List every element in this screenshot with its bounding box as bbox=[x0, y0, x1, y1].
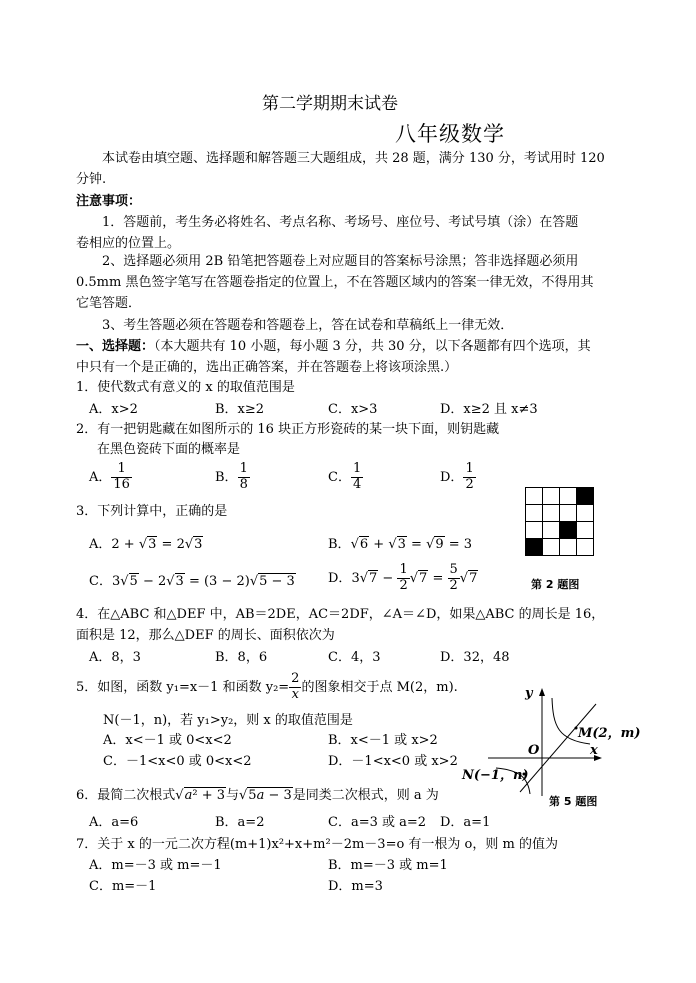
fraction: $\frac{1}{8}$ bbox=[239, 461, 248, 492]
note-2-line-3: 它笔答题． bbox=[76, 296, 142, 311]
note-2-line-2: 0.5mm 黑色签字笔写在答题卷指定的位置上，不在答题区域内的答案一律无效，不得用其 bbox=[76, 275, 594, 290]
black-tile bbox=[577, 488, 594, 505]
fraction: $\frac{1}{16}$ bbox=[113, 461, 130, 492]
tile bbox=[560, 505, 577, 522]
section1-desc-1: （本大题共有 10 小题，每小题 3 分，共 30 分，以下各题都有四个选项，其 bbox=[154, 339, 591, 354]
note-1-line-1: 1．答题前，考生务必将姓名、考点名称、考场号、座位号、考试号填（涂）在答题 bbox=[102, 215, 579, 230]
q2-option-a: A． $\frac{1}{16}$ bbox=[89, 461, 130, 492]
tile bbox=[543, 488, 560, 505]
graph-y-label: y bbox=[525, 686, 533, 701]
q3-option-c: C．3√5 − 2√3 = (3 − 2)√5 − 3 bbox=[89, 574, 295, 589]
q1-stem: 1．使代数式有意义的 x 的取值范围是 bbox=[76, 380, 295, 395]
page-title: 第二学期期末试卷 bbox=[262, 94, 398, 114]
q6-option-c: C．a=3 或 a=2 bbox=[328, 815, 427, 830]
tile bbox=[526, 488, 543, 505]
q5-stem-2: N(－1，n)，若 y₁>y₂，则 x 的取值范围是 bbox=[103, 713, 353, 728]
q1-option-d: D．x≥2 且 x≠3 bbox=[440, 402, 538, 417]
q4-option-a: A．8，3 bbox=[89, 650, 141, 665]
tile bbox=[543, 522, 560, 539]
q2-figure-caption: 第 2 题图 bbox=[531, 578, 580, 591]
q6-option-d: D．a=1 bbox=[440, 815, 491, 830]
q7-option-a: A．m=－3 或 m=－1 bbox=[89, 858, 222, 873]
section1-heading: 一、选择题： bbox=[76, 339, 155, 354]
tile bbox=[577, 505, 594, 522]
q7-option-b: B．m=－3 或 m=1 bbox=[328, 858, 448, 873]
q7-option-c: C．m=－1 bbox=[89, 879, 157, 894]
radical-2: √5a − 3 bbox=[239, 788, 292, 803]
q7-stem: 7．关于 x 的一元二次方程(m+1)x²+x+m²－2m－3=o 有一根为 o，则 m 的值为 bbox=[76, 837, 558, 852]
q7-option-d: D．m=3 bbox=[328, 879, 383, 894]
section1-header bbox=[76, 335, 591, 354]
intro-line-1: 本试卷由填空题、选择题和解答题三大题组成，共 28 题，满分 130 分，考试用时 120 bbox=[102, 151, 605, 166]
graph-n-label: N(−1，n) bbox=[462, 768, 529, 783]
q4-option-d: D．32，48 bbox=[440, 650, 510, 665]
q4-option-b: B．8，6 bbox=[215, 650, 268, 665]
fraction: $\frac{1}{4}$ bbox=[352, 461, 362, 492]
q5-stem-1: 5．如图，函数 y₁=x－1 和函数 y₂= $\frac{2}{x}$ 的图象相交于点 M(2，m). bbox=[76, 671, 458, 702]
fraction: $\frac{1}{2}$ bbox=[465, 461, 474, 492]
tile bbox=[577, 522, 594, 539]
graph-origin-label: O bbox=[528, 743, 540, 758]
q2-stem-2: 在黑色瓷砖下面的概率是 bbox=[97, 442, 241, 457]
q4-line-1: 4．在△ABC 和△DEF 中，AB＝2DE，AC＝2DF，∠A＝∠D，如果△ABC 的周长是 16， bbox=[76, 607, 605, 622]
q3-b-formula: √6 + √3 = √9 = 3 bbox=[350, 537, 473, 552]
q4-line-2: 面积是 12，那么△DEF 的周长、面积依次为 bbox=[76, 628, 335, 643]
q2-stem-1: 2．有一把钥匙藏在如图所示的 16 块正方形瓷砖的某一块下面，则钥匙藏 bbox=[76, 422, 500, 437]
q4-option-c: C．4，3 bbox=[328, 650, 381, 665]
q1-option-b: B．x≥2 bbox=[215, 402, 265, 417]
q6-stem: 6．最简二次根式√a² + 3与√5a − 3是同类二次根式，则 a 为 bbox=[76, 788, 439, 803]
tile-grid-figure bbox=[525, 487, 594, 556]
tile bbox=[526, 505, 543, 522]
q5-figure-caption: 第 5 题图 bbox=[549, 795, 598, 808]
q2-option-b: B． $\frac{1}{8}$ bbox=[215, 461, 248, 492]
note-1-line-2: 卷相应的位置上。 bbox=[76, 236, 181, 251]
q2-option-d: D． $\frac{1}{2}$ bbox=[440, 461, 474, 492]
note-2-line-1: 2、选择题必须用 2B 铅笔把答题卷上对应题目的答案标号涂黑；答非选择题必须用 bbox=[102, 254, 579, 269]
q3-option-d: D．3√7 − $\frac{1}{2}$ √7 = $\frac{5}{2}$ √7 bbox=[328, 562, 478, 593]
q3-a-formula: 2 + √3 = 2√3 bbox=[111, 537, 203, 552]
black-tile bbox=[560, 522, 577, 539]
q5-option-d: D．－1<x<0 或 x>2 bbox=[328, 754, 458, 769]
tile bbox=[577, 539, 594, 556]
y-axis-arrow bbox=[539, 688, 545, 696]
q5-option-b: B．x<－1 或 x>2 bbox=[328, 733, 438, 748]
q5-option-c: C．－1<x<0 或 0<x<2 bbox=[103, 754, 252, 769]
q6-option-a: A．a=6 bbox=[89, 815, 139, 830]
q1-option-a: A．x>2 bbox=[89, 402, 138, 417]
note-3: 3、考生答题必须在答题卷和答题卷上，答在试卷和草稿纸上一律无效． bbox=[102, 318, 514, 333]
graph-x-label: x bbox=[590, 743, 598, 758]
tile bbox=[560, 488, 577, 505]
radical-1: √a² + 3 bbox=[175, 788, 225, 803]
graph-m-label: M(2，m) bbox=[578, 726, 641, 741]
q1-option-c: C．x>3 bbox=[328, 402, 378, 417]
q6-option-b: B．a=2 bbox=[215, 815, 265, 830]
q3-stem: 3．下列计算中，正确的是 bbox=[76, 504, 228, 519]
q3-option-a: A．2 + √3 = 2√3 bbox=[89, 537, 203, 552]
tile bbox=[543, 505, 560, 522]
tile bbox=[543, 539, 560, 556]
q2-option-c: C． $\frac{1}{4}$ bbox=[328, 461, 362, 492]
tile bbox=[526, 522, 543, 539]
section1-desc-2: 中只有一个是正确的，选出正确答案，并在答题卷上将该项涂黑.） bbox=[76, 360, 458, 375]
q5-option-a: A．x<－1 或 0<x<2 bbox=[103, 733, 232, 748]
intro-line-2: 分钟. bbox=[76, 172, 107, 187]
fraction: $\frac{2}{x}$ bbox=[291, 671, 300, 702]
black-tile bbox=[526, 539, 543, 556]
q3-c-formula: 3√5 − 2√3 = (3 − 2)√5 − 3 bbox=[111, 574, 295, 589]
q3-d-formula: 3√7 − $\frac{1}{2}$ √7 = $\frac{5}{2}$ √7 bbox=[351, 562, 478, 593]
page-subtitle: 八年级数学 bbox=[395, 122, 505, 146]
tile bbox=[560, 539, 577, 556]
notes-heading: 注意事项： bbox=[76, 194, 142, 209]
q3-option-b: B．√6 + √3 = √9 = 3 bbox=[328, 537, 473, 552]
